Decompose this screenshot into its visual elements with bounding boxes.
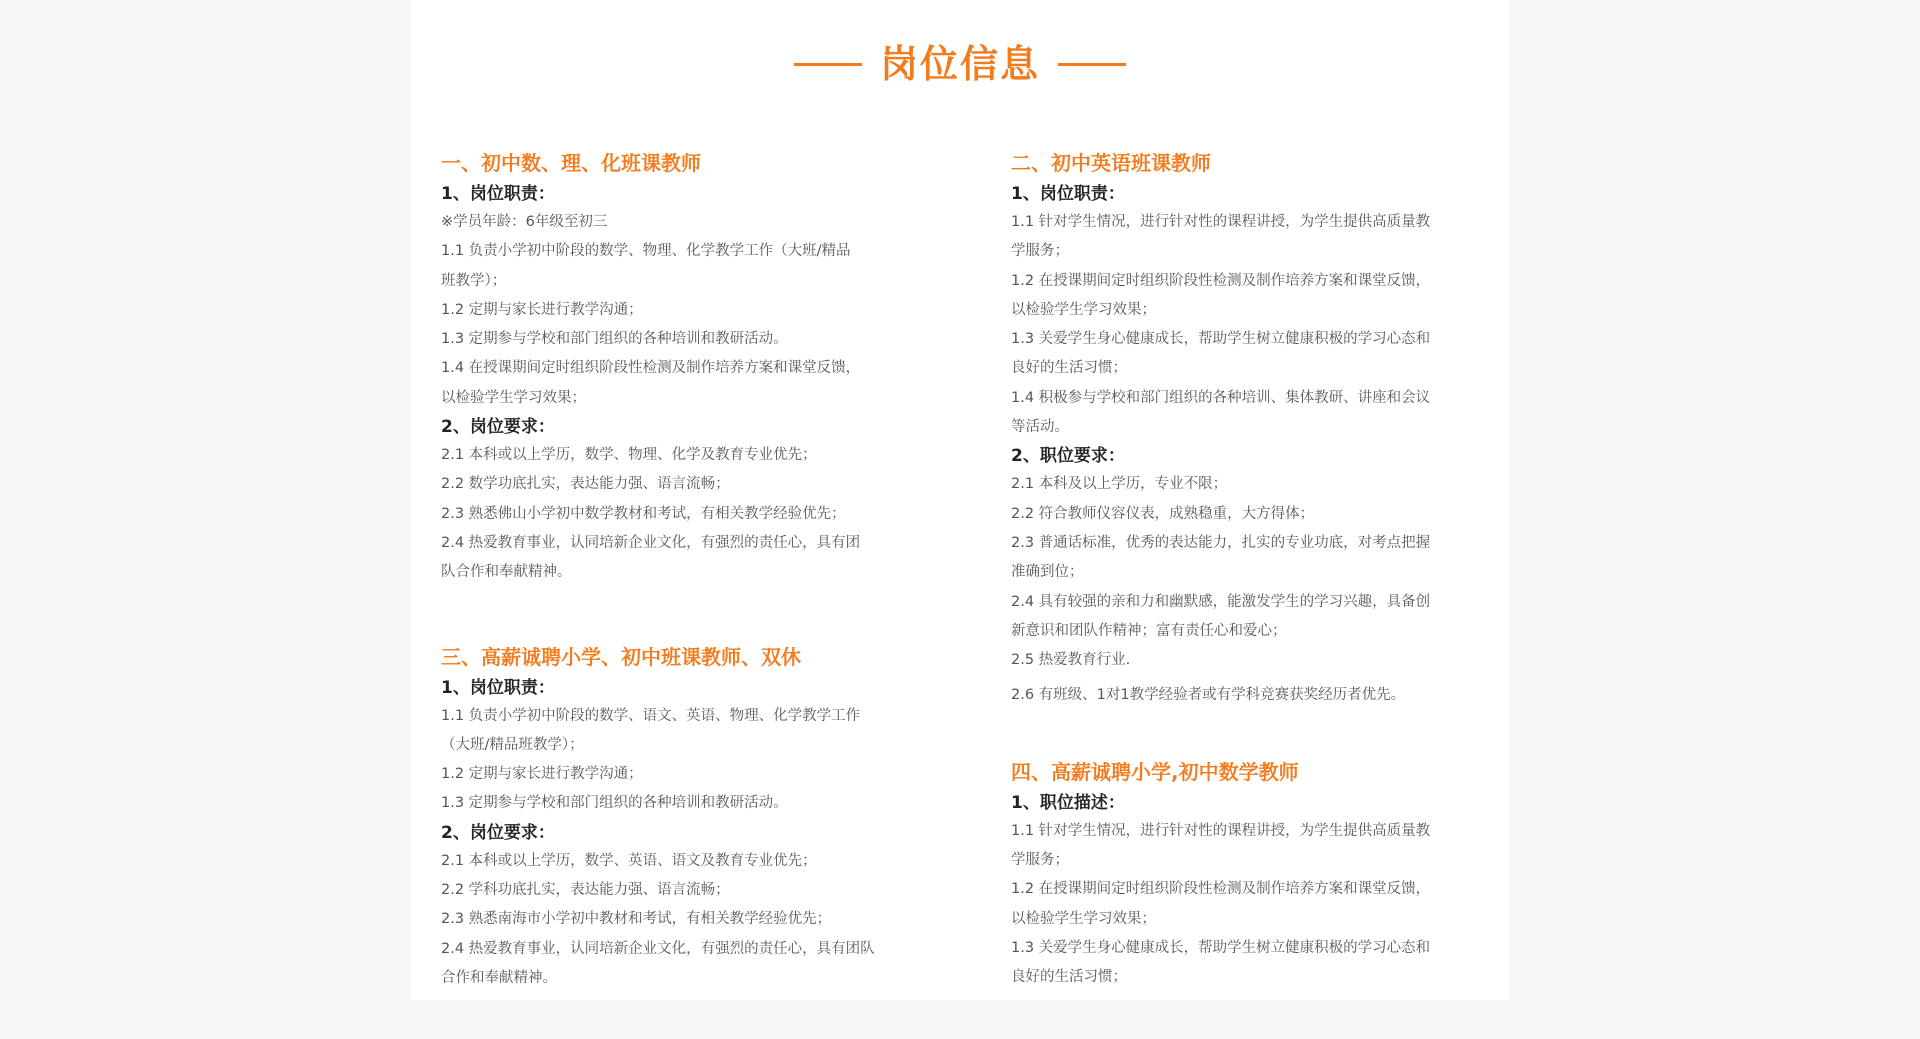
title-right-rule [1058,63,1126,66]
text-line: 以检验学生学习效果； [1011,910,1156,927]
text-line: 2.1 本科或以上学历，数学、物理、化学及教育专业优先； [441,447,817,464]
title-left-rule [794,63,862,66]
requirements-heading: 2、岗位要求： [441,822,555,843]
text-line: 2.3 熟悉南海市小学初中教材和考试，有相关教学经验优先； [441,911,832,928]
right-column [1011,148,1491,1039]
text-line: 学服务； [1011,243,1069,260]
text-line: 1.2 在授课期间定时组织阶段性检测及制作培养方案和课堂反馈， [1011,881,1431,898]
text-line: 1.1 负责小学初中阶段的数学、物理、化学教学工作（大班/精品 [441,243,851,260]
text-line: 良好的生活习惯； [1011,969,1127,986]
text-line: 1.4 积极参与学校和部门组织的各种培训、集体教研、讲座和会议 [1011,389,1431,406]
duties-heading: 1、职位描述： [1011,792,1125,813]
text-line: 2.1 本科及以上学历，专业不限； [1011,476,1228,493]
left-column [441,148,921,1033]
text-line: 2.4 热爱教育事业，认同培新企业文化，有强烈的责任心，具有团 [441,534,861,551]
text-line: 1.1 负责小学初中阶段的数学、语文、英语、物理、化学教学工作 [441,707,861,724]
text-line: 1.4 在授课期间定时组织阶段性检测及制作培养方案和课堂反馈， [441,360,861,377]
text-line: 2.5 热爱教育行业. [1011,652,1131,669]
requirements-heading: 2、岗位要求： [441,417,555,438]
text-line: 2.6 有班级、1对1教学经验者或有学科竞赛获奖经历者优先。 [1011,687,1406,704]
section-title: 三、高薪诚聘小学、初中班课教师、双休 [441,644,801,669]
text-line: 以检验学生学习效果； [441,389,586,406]
text-line: 队合作和奉献精神。 [441,564,572,581]
text-line: 1.2 定期与家长进行教学沟通； [441,766,643,783]
duties-heading: 1、岗位职责： [1011,184,1125,204]
text-line: 良好的生活习惯； [1011,360,1127,377]
section-title: 一、初中数、理、化班课教师 [441,151,701,175]
text-line: 以检验学生学习效果； [1011,301,1156,318]
text-line: ※学员年龄：6年级至初三 [441,214,608,230]
text-line: 2.4 具有较强的亲和力和幽默感，能激发学生的学习兴趣，具备创 [1011,593,1431,610]
section-english-teacher [1011,148,1491,711]
text-line: 2.2 符合教师仪容仪表，成熟稳重，大方得体； [1011,505,1315,522]
text-line: 2.2 学科功底扎实，表达能力强、语言流畅； [441,882,730,899]
job-info-page [411,0,1509,1000]
duties-heading: 1、岗位职责： [441,184,555,204]
text-line: 新意识和团队作精神；富有责任心和爱心； [1011,622,1287,639]
duties-heading: 1、岗位职责： [441,677,555,698]
text-line: 1.1 针对学生情况，进行针对性的课程讲授，为学生提供高质量教 [1011,214,1431,230]
requirements-heading: 2、职位要求： [1011,446,1125,467]
text-line: 1.2 在授课期间定时组织阶段性检测及制作培养方案和课堂反馈， [1011,272,1431,289]
text-line: （大班/精品班教学）； [441,736,584,753]
text-line: 2.2 数学功底扎实，表达能力强、语言流畅； [441,476,730,493]
text-line: 学服务； [1011,852,1069,869]
text-line: 1.3 关爱学生身心健康成长，帮助学生树立健康积极的学习心态和 [1011,939,1431,956]
text-line: 2.4 热爱教育事业，认同培新企业文化，有强烈的责任心，具有团队 [441,940,875,957]
section-title: 四、高薪诚聘小学,初中数学教师 [1011,759,1299,784]
text-line: 2.3 熟悉佛山小学初中数学教材和考试，有相关教学经验优先； [441,505,846,522]
page-title-text: 岗位信息 [879,42,1040,86]
section-primary-middle-teacher [441,642,921,994]
text-line: 等活动。 [1011,419,1069,436]
text-line: 准确到位； [1011,564,1084,581]
text-line: 1.1 针对学生情况，进行针对性的课程讲授，为学生提供高质量教 [1011,822,1431,839]
text-line: 2.3 普通话标准，优秀的表达能力，扎实的专业功底，对考点把握 [1011,534,1431,551]
section-math-teacher [1011,757,1491,993]
page-title [411,38,1509,90]
text-line: 1.3 定期参与学校和部门组织的各种培训和教研活动。 [441,795,788,812]
text-line: 1.3 定期参与学校和部门组织的各种培训和教研活动。 [441,331,788,348]
text-line: 班教学）； [441,272,507,289]
text-line: 1.2 定期与家长进行教学沟通； [441,301,643,318]
section-math-physics-chemistry [441,148,921,588]
text-line: 2.1 本科或以上学历，数学、英语、语文及教育专业优先； [441,852,817,869]
section-title: 二、初中英语班课教师 [1011,151,1211,175]
text-line: 合作和奉献精神。 [441,969,557,986]
text-line: 1.3 关爱学生身心健康成长，帮助学生树立健康积极的学习心态和 [1011,331,1431,348]
